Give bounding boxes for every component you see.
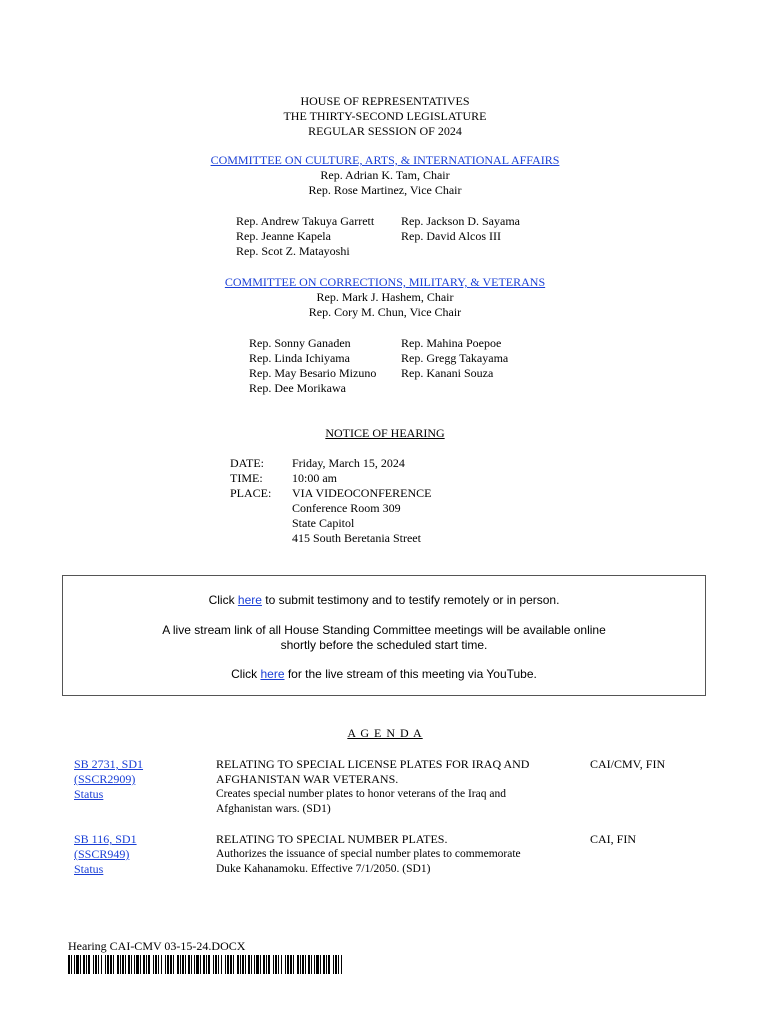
bill-description: Afghanistan wars. (SD1): [216, 803, 331, 815]
committee-cmv-vice-chair: Rep. Cory M. Chun, Vice Chair: [308, 305, 462, 319]
bill-link[interactable]: SB 2731, SD1: [74, 757, 144, 771]
bill-referral: CAI, FIN: [590, 832, 637, 846]
testimony-info-box: [62, 575, 706, 696]
member-name: Rep. Sonny Ganaden: [249, 336, 351, 350]
livestream-note-line2: shortly before the scheduled start time.: [280, 638, 488, 652]
place-line: State Capitol: [292, 516, 355, 530]
testimony-line: [63, 593, 705, 608]
bill-description: Duke Kahanamoku. Effective 7/1/2050. (SD1): [216, 863, 431, 875]
livestream-note-line1: A live stream link of all House Standing Committee meetings will be available online: [162, 623, 606, 637]
document-header: [0, 94, 770, 139]
member-name: Rep. Dee Morikawa: [249, 381, 346, 395]
header-line-chamber: HOUSE OF REPRESENTATIVES: [300, 94, 470, 108]
notice-title: NOTICE OF HEARING: [325, 426, 445, 440]
bill-title: RELATING TO SPECIAL LICENSE PLATES FOR IRAQ AND: [216, 757, 530, 771]
committee-cmv-link[interactable]: COMMITTEE ON CORRECTIONS, MILITARY, & VETERANS: [224, 275, 546, 289]
place-line: 415 South Beretania Street: [292, 531, 421, 545]
header-line-legislature: THE THIRTY-SECOND LEGISLATURE: [283, 109, 487, 123]
bill-status-link[interactable]: Status: [74, 787, 104, 801]
committee-cai: [0, 153, 770, 198]
agenda-title: A G E N D A: [347, 726, 423, 740]
bill-description: Creates special number plates to honor veterans of the Iraq and: [216, 788, 506, 800]
member-name: Rep. Gregg Takayama: [401, 351, 509, 365]
committee-cai-link[interactable]: COMMITTEE ON CULTURE, ARTS, & INTERNATIONAL AFFAIRS: [210, 153, 560, 167]
bill-description: Authorizes the issuance of special number plates to commemorate: [216, 848, 521, 860]
time-label: TIME:: [230, 471, 263, 485]
youtube-here-link[interactable]: here: [260, 667, 285, 681]
committee-report-link[interactable]: (SSCR2909): [74, 772, 136, 786]
member-name: Rep. Andrew Takuya Garrett: [236, 214, 375, 228]
committee-report-link[interactable]: (SSCR949): [74, 847, 130, 861]
place-label: PLACE:: [230, 486, 272, 500]
place-line: VIA VIDEOCONFERENCE: [292, 486, 432, 500]
committee-cai-vice-chair: Rep. Rose Martinez, Vice Chair: [308, 183, 462, 197]
header-line-session: REGULAR SESSION OF 2024: [308, 124, 462, 138]
member-name: Rep. Jeanne Kapela: [236, 229, 331, 243]
youtube-line: [63, 667, 705, 682]
youtube-text: Click: [231, 667, 261, 681]
barcode-bar: [342, 955, 345, 974]
committee-cmv: [0, 275, 770, 320]
committee-cmv-chair: Rep. Mark J. Hashem, Chair: [316, 290, 454, 304]
time-value: 10:00 am: [292, 471, 337, 485]
member-name: Rep. Jackson D. Sayama: [401, 214, 520, 228]
bill-status-link[interactable]: Status: [74, 862, 104, 876]
member-name: Rep. Mahina Poepoe: [401, 336, 502, 350]
youtube-text-rest: for the live stream of this meeting via YouTube.: [284, 667, 537, 681]
committee-cai-chair: Rep. Adrian K. Tam, Chair: [320, 168, 450, 182]
member-name: Rep. Linda Ichiyama: [249, 351, 350, 365]
member-name: Rep. David Alcos III: [401, 229, 501, 243]
member-name: Rep. Kanani Souza: [401, 366, 494, 380]
place-value: [292, 486, 431, 546]
date-label: DATE:: [230, 456, 264, 470]
bill-link[interactable]: SB 116, SD1: [74, 832, 137, 846]
member-name: Rep. May Besario Mizuno: [249, 366, 377, 380]
testimony-text: Click: [208, 593, 238, 607]
document-filename: Hearing CAI-CMV 03-15-24.DOCX: [68, 939, 246, 953]
bill-title: RELATING TO SPECIAL NUMBER PLATES.: [216, 832, 448, 846]
testimony-here-link[interactable]: here: [237, 593, 262, 607]
testimony-text-rest: to submit testimony and to testify remotely or in person.: [261, 593, 560, 607]
place-line: Conference Room 309: [292, 501, 401, 515]
bill-title: AFGHANISTAN WAR VETERANS.: [216, 772, 399, 786]
member-name: Rep. Scot Z. Matayoshi: [236, 244, 350, 258]
document-barcode: [68, 955, 348, 974]
date-value: Friday, March 15, 2024: [292, 456, 405, 470]
bill-referral: CAI/CMV, FIN: [590, 757, 666, 771]
